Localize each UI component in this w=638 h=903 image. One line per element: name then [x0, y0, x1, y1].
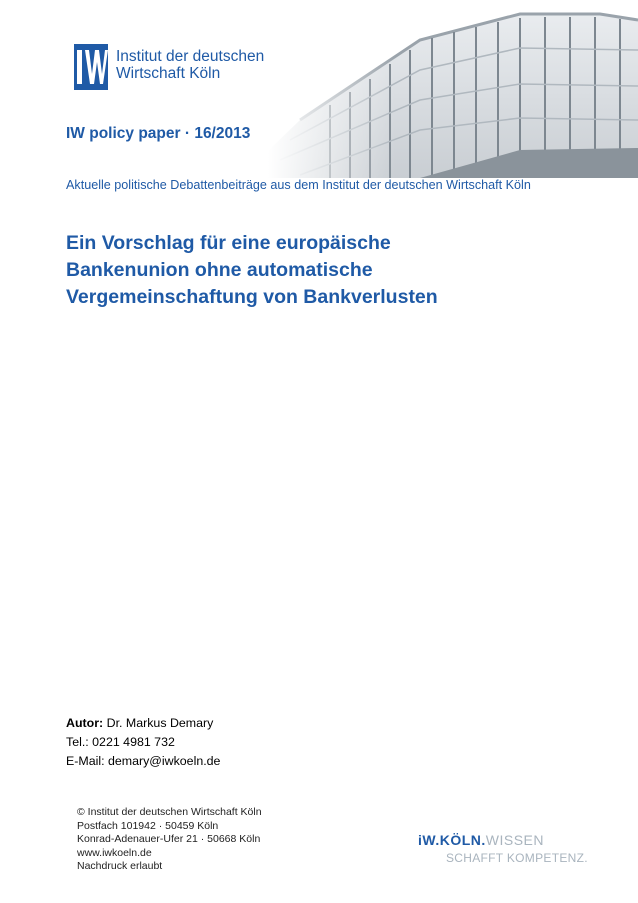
iw-logo-mark-icon [74, 44, 108, 90]
document-title [66, 230, 606, 311]
brand-line2: SCHAFFT KOMPETENZ. [446, 851, 588, 865]
footer-imprint [77, 806, 262, 874]
footer-reprint: Nachdruck erlaubt [77, 860, 163, 872]
title-line2: Bankenunion ohne automatische [66, 259, 373, 281]
footer-website: www.iwkoeln.de [77, 846, 152, 859]
iw-logo [74, 44, 274, 90]
org-name-line1: Institut der deutschen [116, 48, 265, 65]
series-label: IW policy paper · 16/2013 [66, 125, 251, 142]
footer-copyright: © Institut der deutschen Wirtschaft Köln [77, 806, 262, 818]
brand-part1: iW.KÖLN. [418, 832, 486, 848]
iw-koeln-brand-logo [418, 832, 588, 868]
author-name: Dr. Markus Demary [106, 716, 214, 730]
author-line [66, 714, 220, 733]
org-name-line2: Wirtschaft Köln [116, 65, 221, 82]
author-phone: Tel.: 0221 4981 732 [66, 735, 175, 749]
author-block [66, 714, 220, 771]
title-line3: Vergemeinschaftung von Bankverlusten [66, 286, 438, 308]
author-label: Autor: [66, 716, 104, 730]
brand-part2: WISSEN [485, 832, 545, 848]
title-line1: Ein Vorschlag für eine europäische [66, 232, 391, 254]
author-email: E-Mail: demary@iwkoeln.de [66, 754, 221, 768]
footer-address: Konrad-Adenauer-Ufer 21 · 50668 Köln [77, 833, 261, 845]
subheader: Aktuelle politische Debattenbeiträge aus dem Institut der deutschen Wirtschaft Köln [66, 178, 531, 192]
footer-postfach: Postfach 101942 · 50459 Köln [77, 819, 219, 832]
